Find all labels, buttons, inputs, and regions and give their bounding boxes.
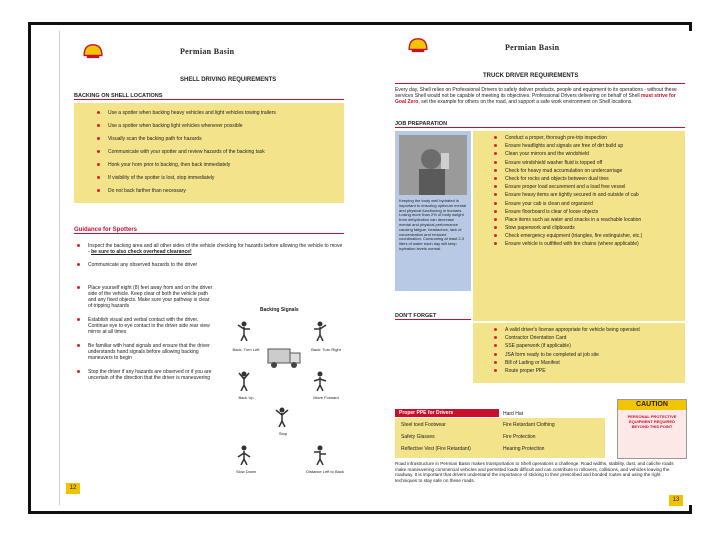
dont-forget-box: [473, 323, 685, 383]
shell-logo-icon: [407, 37, 429, 53]
ppe-item: Hearing Protection: [503, 446, 545, 452]
list-item: Ensure heavy items are tightly secured in and outside of cab: [491, 192, 681, 198]
ppe-item: Steel toed Footwear: [401, 422, 446, 428]
list-item: Stop the driver if any hazards are observed or if you are uncertain of the direction that the driver is maneuvering: [74, 369, 214, 381]
caution-sign: [617, 399, 687, 459]
document-frame: [28, 22, 692, 514]
person-signal-icon: [312, 321, 328, 341]
ppe-title: Proper PPE for Drivers: [395, 409, 499, 417]
list-item: Bill of Lading or Manifest: [491, 360, 681, 366]
right-page: [395, 31, 695, 505]
backing-list: [94, 110, 334, 201]
section-backing-title: BACKING ON SHELL LOCATIONS: [74, 93, 344, 100]
list-item: Check for heavy mud accumulation on undercarriage: [491, 168, 681, 174]
section-spotters-title: Guidance for Spotters: [74, 227, 344, 234]
shell-logo-icon: [82, 43, 104, 59]
list-item: Route proper PPE: [491, 368, 681, 374]
person-signal-icon: [236, 445, 252, 465]
overhead-emphasis: be sure to also check overhead clearance!: [91, 249, 192, 255]
page-number-right: 13: [669, 495, 683, 506]
dont-forget-list: [491, 327, 681, 376]
caution-title: CAUTION: [618, 400, 686, 410]
list-item: Inspect the backing area and all other sides of the vehicle checking for hazards before allowing the vehicle to move - be sure to also check overhead clearance!: [74, 243, 344, 255]
person-signal-icon: [236, 371, 252, 391]
list-item: Do not back farther than necessary: [94, 188, 334, 194]
list-item: Ensure vehicle is outfitted with tire chains (where applicable): [491, 241, 681, 247]
drinking-water-icon: [399, 135, 467, 195]
list-item: Place items such as water and snacks in a reachable location: [491, 217, 681, 223]
list-item: Ensure your cab is clean and organized: [491, 201, 681, 207]
ppe-item: Fire Protection: [503, 434, 536, 440]
list-item: SSE paperwork (if applicable): [491, 343, 681, 349]
list-item: Ensure windshield washer fluid is topped off: [491, 160, 681, 166]
driver-photo: [399, 135, 467, 195]
left-page: [59, 31, 362, 505]
signal-label: Slow Down: [235, 469, 256, 474]
hydration-panel: [395, 131, 471, 291]
list-item: JSA form ready to be completed at job site: [491, 352, 681, 358]
dont-forget-title: DON'T FORGET: [395, 313, 471, 320]
left-main-heading: SHELL DRIVING REQUIREMENTS: [180, 77, 277, 83]
signal-label: Back Up: [238, 395, 254, 400]
person-signal-icon: [312, 371, 328, 391]
list-item: Establish visual and verbal contact with the driver. Continue eye to eye contact in the driver side rear view mirror at all times: [74, 317, 214, 335]
list-item: Communicate with your spotter and review hazards of the backing task: [94, 149, 334, 155]
job-prep-box: [473, 131, 685, 321]
list-item: Communicate any observed hazards to the driver: [74, 262, 344, 268]
signal-label: Stop: [278, 431, 288, 436]
list-item: Place yourself eight (8) feet away from and on the driver side of the vehicle. Keep clear of both the vehicle path and any fixed objects. Make sure your pathway is clear of tripping hazards: [74, 285, 214, 309]
signal-label: Back: Turn Left: [232, 347, 260, 352]
ppe-item: Safety Glasses: [401, 434, 435, 440]
signal-label: Move Forward: [313, 395, 339, 400]
list-item: Ensure headlights and signals are free of dirt build up: [491, 143, 681, 149]
list-item: Contractor Orientation Card: [491, 335, 681, 341]
list-item: Ensure proper load securement and a load free vessel: [491, 184, 681, 190]
person-signal-icon: [274, 407, 290, 427]
ppe-item: Fire Retardant Clothing: [503, 422, 555, 428]
ppe-item: Reflective Vest (Fire Retardant): [401, 446, 471, 452]
closing-paragraph: Road infrastructure in Permian Basin makes transportation to Shell operations a challenge. Road widths, stability, dust, and caliche roads make maneuvering commercial vehicles and permitted loads difficult and can contribute to rollovers, collisions, and vehicles leaving the roadway. It is important that drivers understand the importance of sticking to their prescribed and bonded routes and using the right techniques to stay safe on these roads.: [395, 461, 674, 483]
goal-zero-emphasis: must strive for Goal Zero: [395, 93, 676, 106]
caution-text: PERSONAL PROTECTIVE EQUIPMENT REQUIRED BEYOND THIS POINT: [627, 414, 677, 429]
signal-label: Back: Turn Right: [311, 347, 341, 352]
left-header-title: Permian Basin: [180, 47, 235, 56]
backing-highlight-box: [74, 103, 344, 203]
job-prep-list: [491, 135, 681, 250]
list-item: Visually scan the backing path for hazards: [94, 136, 334, 142]
list-item: Honk your horn prior to backing, then back immediately: [94, 162, 334, 168]
list-item: A valid driver's license appropriate for vehicle being operated: [491, 327, 681, 333]
person-signal-icon: [312, 445, 328, 465]
ppe-item: Hard Hat: [503, 411, 524, 417]
right-header-title: Permian Basin: [505, 43, 560, 52]
intro-paragraph: Every day, Shell relies on Professional Drivers to safely deliver products, people and equipment to its operations - without these services Shell would not be capable of meeting its objectives. Professional Drivers delivering on behalf of Shell must strive for Goal Zero, set the example for others on the road, and support a safe work environment on Shell locations.: [395, 87, 677, 106]
truck-icon: [264, 339, 304, 371]
list-item: Ensure floorboard is clear of loose objects: [491, 209, 681, 215]
person-signal-icon: [236, 321, 252, 341]
spotter-detail-list: [74, 285, 214, 388]
heading-rule: [395, 83, 685, 84]
signals-title: Backing Signals: [260, 307, 299, 313]
page-number-left: 12: [66, 483, 80, 494]
list-item: Check for rocks and objects between dual tires: [491, 176, 681, 182]
job-prep-title: JOB PREPARATION: [395, 121, 685, 128]
list-item: Use a spotter when backing heavy vehicles and light vehicles towing trailers: [94, 110, 334, 116]
list-item: Clean your mirrors and the windshield: [491, 151, 681, 157]
hydration-caption: Keeping the body well hydrated is important to ensuring optimum mental and physical functioning in humans. Losing more than 2% of body weight from dehydration can decrease mental and physical performance causing fatigue, headaches, lack of concentration and reduced coordination. Consuming at least 2-3 liters of water each day will keep hydration levels normal.: [399, 198, 467, 251]
list-item: Use a spotter when backing light vehicles whenever possible: [94, 123, 334, 129]
list-item: Stow paperwork and clipboards: [491, 225, 681, 231]
list-item: Conduct a proper, thorough pre-trip inspection: [491, 135, 681, 141]
list-item: Check emergency equipment (triangles, fire extinguisher, etc.): [491, 233, 681, 239]
list-item: If visibility of the spotter is lost, stop immediately: [94, 175, 334, 181]
backing-signals-figure: [228, 307, 348, 495]
list-item: Be familiar with hand signals and ensure that the driver understands hand signals before allowing backing maneuvers to begin: [74, 343, 214, 361]
signal-label: Distance Left to Back: [306, 469, 344, 474]
spotter-top-list: [74, 243, 344, 275]
right-main-heading: TRUCK DRIVER REQUIREMENTS: [483, 73, 579, 79]
